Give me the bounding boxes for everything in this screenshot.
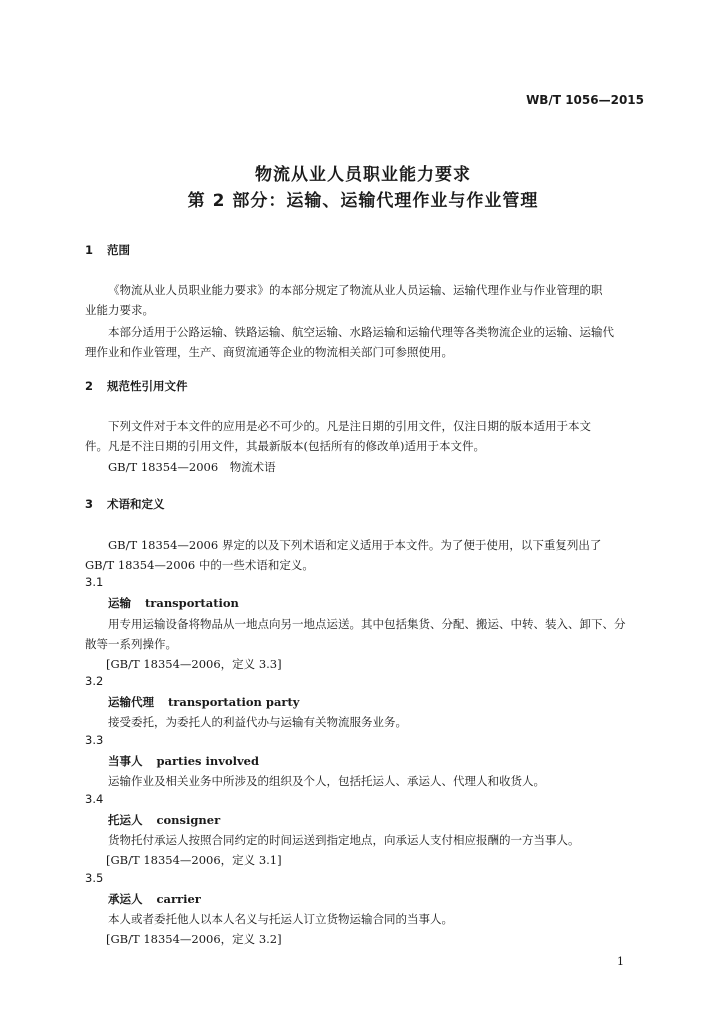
section-number: 3 [85, 497, 94, 511]
section-2-heading [85, 378, 188, 394]
term-definition: 接受委托，为委托人的利益代办与运输有关物流服务业务。 [108, 715, 407, 729]
term-heading [108, 891, 201, 907]
page-number: 1 [617, 955, 624, 968]
section-1-heading [85, 242, 130, 258]
term-definition: 散等一系列操作。 [85, 637, 177, 651]
term-heading [108, 694, 299, 710]
term-en: parties involved [156, 754, 260, 768]
term-number: 3.1 [85, 575, 104, 589]
section-title: 规范性引用文件 [107, 379, 188, 393]
term-zh: 托运人 [108, 813, 143, 827]
paragraph-line: GB/T 18354—2006 中的一些术语和定义。 [85, 558, 314, 572]
paragraph-line: 业能力要求。 [85, 303, 154, 317]
term-zh: 运输 [108, 596, 131, 610]
section-title: 术语和定义 [107, 497, 165, 511]
term-definition: 货物托付承运人按照合同约定的时间运送到指定地点，向承运人支付相应报酬的一方当事人。 [108, 833, 580, 847]
paragraph-line: GB/T 18354—2006 界定的以及下列术语和定义适用于本文件。为了便于使用，以下重复列出了 [108, 538, 602, 552]
term-definition: 用专用运输设备将物品从一地点向另一地点运送。其中包括集货、分配、搬运、中转、装入、卸下、分 [108, 617, 626, 631]
term-en: carrier [156, 892, 201, 906]
term-number: 3.3 [85, 733, 104, 747]
paragraph-line: 理作业和作业管理，生产、商贸流通等企业的物流相关部门可参照使用。 [85, 345, 453, 359]
term-heading [108, 753, 259, 769]
term-zh: 承运人 [108, 892, 143, 906]
term-definition: 本人或者委托他人以本人名义与托运人订立货物运输合同的当事人。 [108, 912, 453, 926]
term-number: 3.5 [85, 871, 104, 885]
term-source: [GB/T 18354—2006，定义 3.1] [106, 853, 282, 867]
section-3-heading [85, 496, 165, 512]
standard-code: WB/T 1056—2015 [526, 93, 644, 107]
paragraph-line: 件。凡是不注日期的引用文件，其最新版本(包括所有的修改单)适用于本文件。 [85, 439, 485, 453]
term-heading [108, 812, 220, 828]
document-title: 物流从业人员职业能力要求 [255, 165, 471, 185]
paragraph-line: 下列文件对于本文件的应用是必不可少的。凡是注日期的引用文件，仅注日期的版本适用于本文 [108, 419, 591, 433]
term-number: 3.4 [85, 792, 104, 806]
term-en: transportation [145, 596, 239, 610]
term-definition: 运输作业及相关业务中所涉及的组织及个人，包括托运人、承运人、代理人和收货人。 [108, 774, 545, 788]
paragraph-line: 《物流从业人员职业能力要求》的本部分规定了物流从业人员运输、运输代理作业与作业管理的职 [108, 283, 603, 297]
section-number: 2 [85, 379, 94, 393]
term-source: [GB/T 18354—2006，定义 3.2] [106, 932, 282, 946]
term-source: [GB/T 18354—2006，定义 3.3] [106, 657, 282, 671]
term-number: 3.2 [85, 674, 104, 688]
term-heading [108, 595, 239, 611]
normative-reference: GB/T 18354—2006 物流术语 [108, 460, 276, 474]
document-subtitle: 第 2 部分：运输、运输代理作业与作业管理 [187, 191, 539, 211]
term-en: transportation party [168, 695, 300, 709]
term-zh: 当事人 [108, 754, 143, 768]
term-en: consigner [156, 813, 221, 827]
section-title: 范围 [107, 243, 130, 257]
paragraph-line: 本部分适用于公路运输、铁路运输、航空运输、水路运输和运输代理等各类物流企业的运输、运输代 [108, 325, 614, 339]
section-number: 1 [85, 243, 94, 257]
term-zh: 运输代理 [108, 695, 154, 709]
